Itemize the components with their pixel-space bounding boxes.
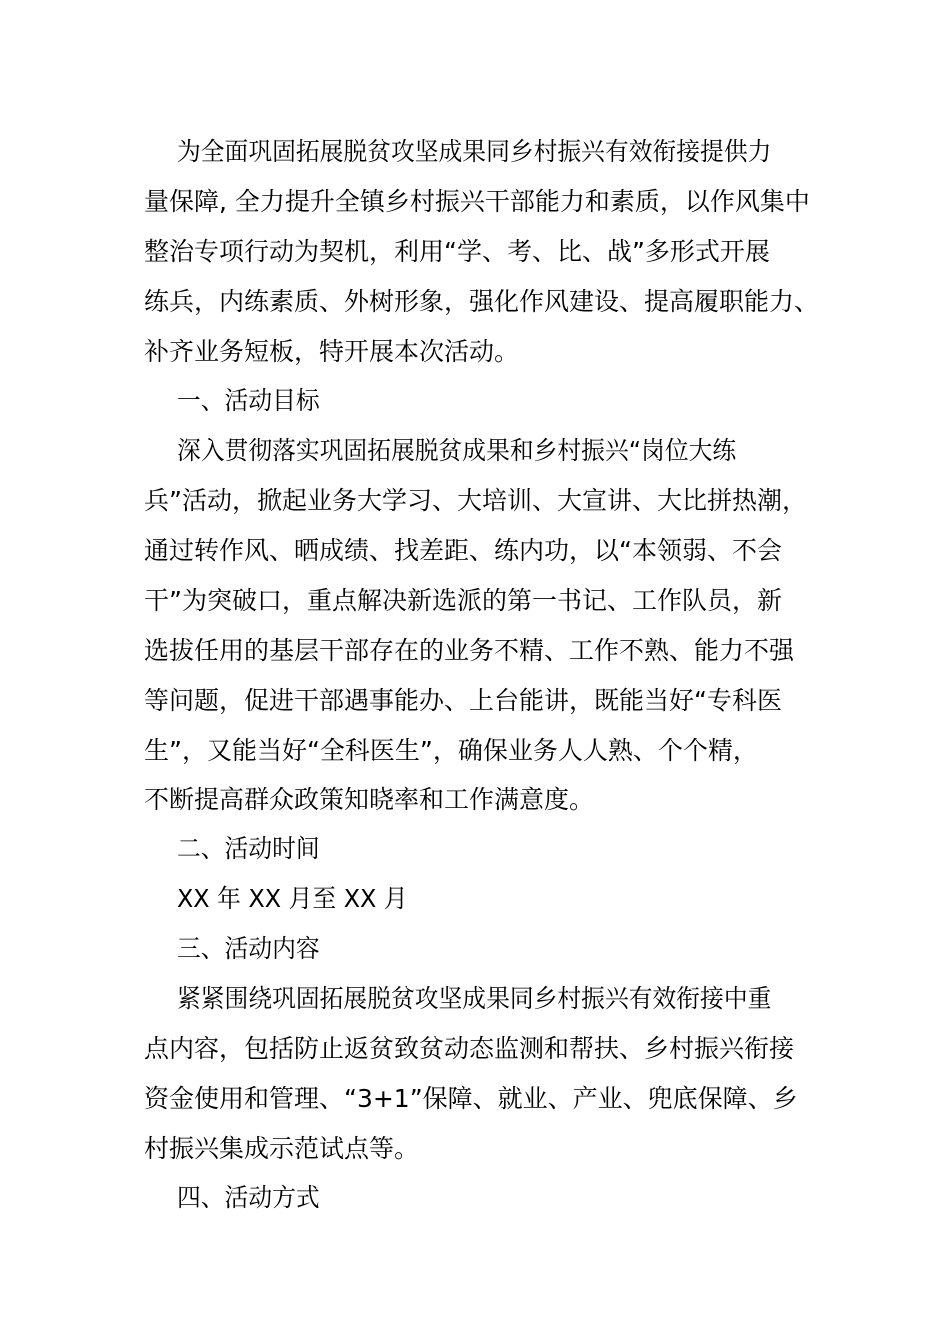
time-line-1: XX 年 XX 月至 XX 月 — [177, 884, 408, 913]
section-heading-content: 三、活动内容 — [177, 934, 320, 963]
content-line-2: 点内容，包括防止返贫致贫动态监测和帮扶、乡村振兴衔接 — [144, 1034, 795, 1063]
goals-line-7: 生”，又能当好“全科医生”，确保业务人人熟、个个精， — [144, 736, 758, 765]
goals-line-3: 通过转作风、晒成绩、找差距、练内功，以“本领弱、不会 — [144, 536, 782, 565]
goals-line-5: 选拔任用的基层干部存在的业务不精、工作不熟、能力不强 — [144, 636, 795, 665]
goals-line-6: 等问题，促进干部遇事能办、上台能讲，既能当好“专科医 — [144, 686, 782, 715]
intro-line-1: 为全面巩固拓展脱贫攻坚成果同乡村振兴有效衔接提供力 — [177, 137, 772, 166]
content-line-1: 紧紧围绕巩固拓展脱贫攻坚成果同乡村振兴有效衔接中重 — [177, 984, 772, 1013]
goals-line-4: 干”为突破口，重点解决新选派的第一书记、工作队员，新 — [144, 586, 782, 615]
content-line-3: 资金使用和管理、“3+1”保障、就业、产业、兜底保障、乡 — [144, 1084, 798, 1113]
intro-line-4: 练兵，内练素质、外树形象，强化作风建设、提高履职能力、 — [144, 287, 820, 316]
intro-line-5: 补齐业务短板，特开展本次活动。 — [144, 337, 520, 366]
goals-line-2: 兵”活动，掀起业务大学习、大培训、大宣讲、大比拼热潮， — [144, 486, 807, 515]
goals-line-8: 不断提高群众政策知晓率和工作满意度。 — [144, 785, 595, 814]
intro-line-3: 整治专项行动为契机，利用“学、考、比、战”多形式开展 — [144, 237, 770, 266]
section-heading-method: 四、活动方式 — [177, 1183, 320, 1212]
section-heading-goals: 一、活动目标 — [177, 386, 320, 415]
goals-line-1: 深入贯彻落实巩固拓展脱贫成果和乡村振兴“岗位大练 — [177, 436, 737, 465]
section-heading-time: 二、活动时间 — [177, 834, 320, 863]
intro-line-2: 量保障, 全力提升全镇乡村振兴干部能力和素质，以作风集中 — [144, 187, 810, 216]
content-line-4: 村振兴集成示范试点等。 — [144, 1134, 420, 1163]
